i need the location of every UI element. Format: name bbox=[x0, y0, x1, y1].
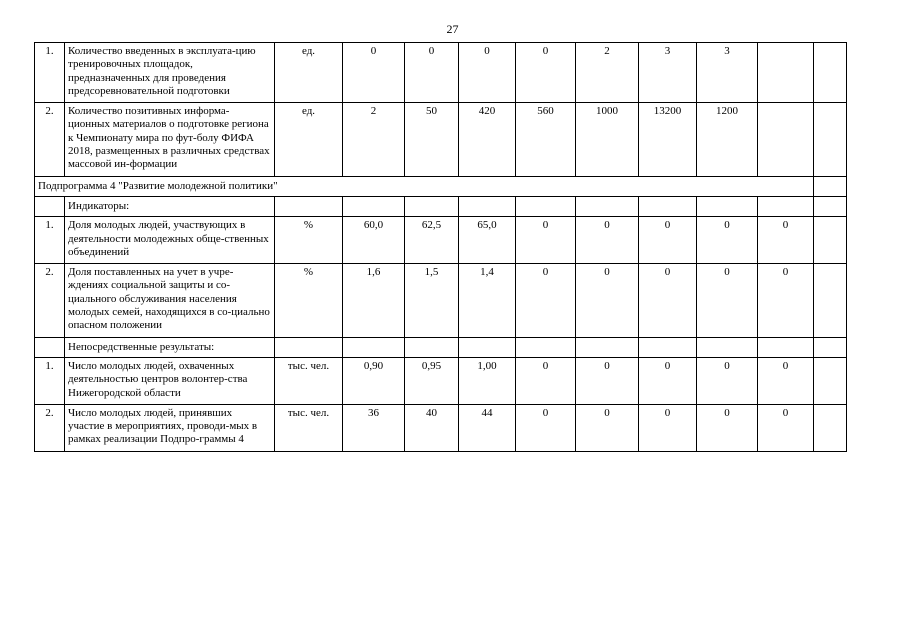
value-cell: 0 bbox=[697, 357, 758, 404]
empty-cell bbox=[275, 337, 343, 357]
empty-cell bbox=[697, 337, 758, 357]
empty-cell bbox=[35, 337, 65, 357]
value-cell: 40 bbox=[405, 404, 459, 451]
indicator-name: Количество введенных в эксплуата-цию тренировочных площадок, предназначенных для проведения предсоревновательной подготовки bbox=[65, 43, 275, 103]
indicator-name: Доля поставленных на учет в учре-ждениях социальной защиты и со-циального обслуживания населения молодых семей, находящихся в со-циально опасном положении bbox=[65, 264, 275, 337]
value-cell: 0 bbox=[758, 217, 814, 264]
row-number: 1. bbox=[35, 357, 65, 404]
group-label: Непосредственные результаты: bbox=[65, 337, 275, 357]
value-cell: 0 bbox=[576, 217, 639, 264]
empty-cell bbox=[576, 196, 639, 216]
value-cell: 0 bbox=[639, 217, 697, 264]
value-cell: 0 bbox=[516, 264, 576, 337]
empty-cell bbox=[814, 337, 847, 357]
value-cell: 60,0 bbox=[343, 217, 405, 264]
value-cell: 13200 bbox=[639, 103, 697, 176]
value-cell: 65,0 bbox=[459, 217, 516, 264]
indicator-name: Число молодых людей, принявших участие в мероприятиях, проводи-мых в рамках реализации Подпро-граммы 4 bbox=[65, 404, 275, 451]
unit-cell: тыс. чел. bbox=[275, 404, 343, 451]
value-cell: 0,90 bbox=[343, 357, 405, 404]
empty-cell bbox=[814, 176, 847, 196]
value-cell: 0 bbox=[516, 357, 576, 404]
value-cell: 0 bbox=[758, 264, 814, 337]
value-cell bbox=[814, 43, 847, 103]
value-cell: 0 bbox=[405, 43, 459, 103]
value-cell: 0 bbox=[639, 404, 697, 451]
value-cell: 0 bbox=[576, 264, 639, 337]
value-cell: 50 bbox=[405, 103, 459, 176]
value-cell bbox=[758, 43, 814, 103]
indicator-name: Число молодых людей, охваченных деятельностью центров волонтер-ства Нижегородской области bbox=[65, 357, 275, 404]
empty-cell bbox=[814, 196, 847, 216]
unit-cell: % bbox=[275, 217, 343, 264]
table-row bbox=[35, 357, 847, 404]
unit-cell: ед. bbox=[275, 103, 343, 176]
empty-cell bbox=[459, 196, 516, 216]
value-cell: 3 bbox=[639, 43, 697, 103]
value-cell: 0 bbox=[516, 217, 576, 264]
indicators-table bbox=[34, 42, 847, 452]
empty-cell bbox=[405, 196, 459, 216]
empty-cell bbox=[516, 196, 576, 216]
value-cell: 0 bbox=[758, 357, 814, 404]
value-cell bbox=[758, 103, 814, 176]
value-cell: 44 bbox=[459, 404, 516, 451]
table-row bbox=[35, 217, 847, 264]
value-cell: 0 bbox=[459, 43, 516, 103]
value-cell: 0 bbox=[576, 404, 639, 451]
unit-cell: тыс. чел. bbox=[275, 357, 343, 404]
unit-cell: % bbox=[275, 264, 343, 337]
value-cell: 0 bbox=[343, 43, 405, 103]
value-cell: 1,4 bbox=[459, 264, 516, 337]
section-row bbox=[35, 176, 847, 196]
empty-cell bbox=[343, 337, 405, 357]
value-cell: 1,6 bbox=[343, 264, 405, 337]
unit-cell: ед. bbox=[275, 43, 343, 103]
value-cell: 0 bbox=[697, 217, 758, 264]
value-cell: 560 bbox=[516, 103, 576, 176]
indicator-name: Доля молодых людей, участвующих в деятельности молодежных обще-ственных объединений bbox=[65, 217, 275, 264]
table-row bbox=[35, 404, 847, 451]
value-cell: 0 bbox=[516, 404, 576, 451]
value-cell: 62,5 bbox=[405, 217, 459, 264]
row-number: 1. bbox=[35, 217, 65, 264]
table-row bbox=[35, 103, 847, 176]
value-cell: 0,95 bbox=[405, 357, 459, 404]
empty-cell bbox=[459, 337, 516, 357]
value-cell: 2 bbox=[576, 43, 639, 103]
empty-cell bbox=[343, 196, 405, 216]
group-label: Индикаторы: bbox=[65, 196, 275, 216]
value-cell bbox=[814, 357, 847, 404]
value-cell: 36 bbox=[343, 404, 405, 451]
group-label-row bbox=[35, 196, 847, 216]
section-title: Подпрограмма 4 "Развитие молодежной политики" bbox=[35, 176, 814, 196]
group-label-row bbox=[35, 337, 847, 357]
row-number: 2. bbox=[35, 404, 65, 451]
value-cell: 0 bbox=[697, 264, 758, 337]
value-cell: 1,00 bbox=[459, 357, 516, 404]
empty-cell bbox=[405, 337, 459, 357]
value-cell bbox=[814, 404, 847, 451]
value-cell bbox=[814, 264, 847, 337]
empty-cell bbox=[758, 337, 814, 357]
empty-cell bbox=[639, 337, 697, 357]
empty-cell bbox=[576, 337, 639, 357]
value-cell: 0 bbox=[639, 264, 697, 337]
table-row bbox=[35, 43, 847, 103]
value-cell: 0 bbox=[758, 404, 814, 451]
value-cell: 1,5 bbox=[405, 264, 459, 337]
value-cell: 0 bbox=[516, 43, 576, 103]
value-cell: 3 bbox=[697, 43, 758, 103]
empty-cell bbox=[639, 196, 697, 216]
empty-cell bbox=[758, 196, 814, 216]
empty-cell bbox=[35, 196, 65, 216]
value-cell: 1000 bbox=[576, 103, 639, 176]
row-number: 2. bbox=[35, 264, 65, 337]
value-cell: 0 bbox=[639, 357, 697, 404]
value-cell: 0 bbox=[576, 357, 639, 404]
row-number: 2. bbox=[35, 103, 65, 176]
page-number: 27 bbox=[446, 22, 459, 36]
row-number: 1. bbox=[35, 43, 65, 103]
value-cell: 2 bbox=[343, 103, 405, 176]
empty-cell bbox=[697, 196, 758, 216]
table-row bbox=[35, 264, 847, 337]
value-cell: 1200 bbox=[697, 103, 758, 176]
value-cell bbox=[814, 217, 847, 264]
empty-cell bbox=[516, 337, 576, 357]
indicator-name: Количество позитивных информа-ционных материалов о подготовке региона к Чемпионату мира по фут-болу ФИФА 2018, размещенных в различных средствах массовой ин-формации bbox=[65, 103, 275, 176]
empty-cell bbox=[275, 196, 343, 216]
value-cell: 420 bbox=[459, 103, 516, 176]
value-cell bbox=[814, 103, 847, 176]
value-cell: 0 bbox=[697, 404, 758, 451]
